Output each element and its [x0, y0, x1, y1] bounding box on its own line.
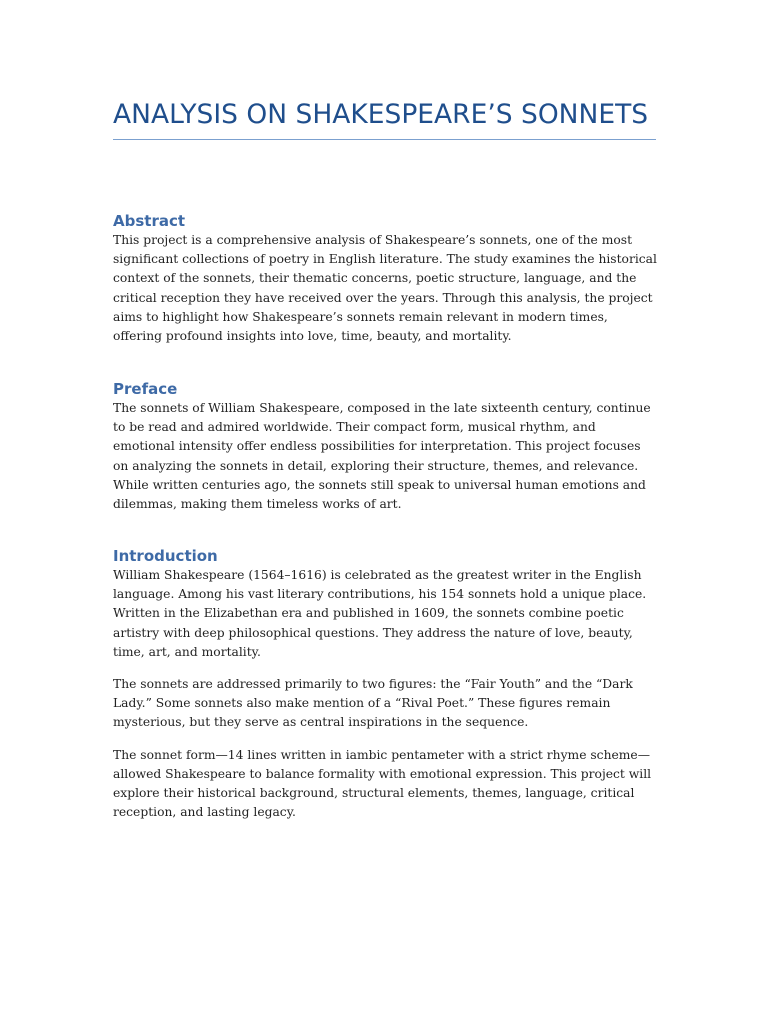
- title-underline-rule: [113, 139, 656, 140]
- preface-paragraph: The sonnets of William Shakespeare, composed in the late sixteenth century, continue to be read and admired worldwide. Their compact form, musical rhythm, and emotional intensity offer endless possibilities for interpretation. This project focuses on analyzing the sonnets in detail, exploring their structure, themes, and relevance. While written centuries ago, the sonnets still speak to universal human emotions and dilemmas, making them timeless works of art.: [113, 401, 651, 512]
- document-title: ANALYSIS ON SHAKESPEARE’S SONNETS: [113, 99, 649, 130]
- abstract-paragraph: This project is a comprehensive analysis of Shakespeare’s sonnets, one of the most significant collections of poetry in English literature. The study examines the historical context of the sonnets, their thematic concerns, poetic structure, language, and the critical reception they have received over the years. Through this analysis, the project aims to highlight how Shakespeare’s sonnets remain relevant in modern times, offering profound insights into love, time, beauty, and mortality.: [113, 233, 657, 344]
- introduction-paragraph-3: The sonnet form—14 lines written in iambic pentameter with a strict rhyme scheme—allowed Shakespeare to balance formality with emotional expression. This project will explore their historical background, structural elements, themes, language, critical reception, and lasting legacy.: [113, 747, 652, 820]
- introduction-paragraph-2: The sonnets are addressed primarily to two figures: the “Fair Youth” and the “Dark Lady.” Some sonnets also make mention of a “Rival Poet.” These figures remain mysterious, but they serve as central inspirations in the sequence.: [113, 677, 633, 730]
- abstract-heading: Abstract: [113, 212, 186, 230]
- introduction-section: [113, 546, 658, 822]
- abstract-section: [113, 211, 658, 346]
- introduction-paragraph-1: William Shakespeare (1564–1616) is celebrated as the greatest writer in the English language. Among his vast literary contributions, his 154 sonnets hold a unique place. Written in the Elizabethan era and published in 1609, the sonnets combine poetic artistry with deep philosophical questions. They address the nature of love, beauty, time, art, and mortality.: [113, 568, 647, 659]
- preface-heading: Preface: [113, 380, 178, 398]
- introduction-heading: Introduction: [113, 547, 218, 565]
- preface-section: [113, 379, 658, 514]
